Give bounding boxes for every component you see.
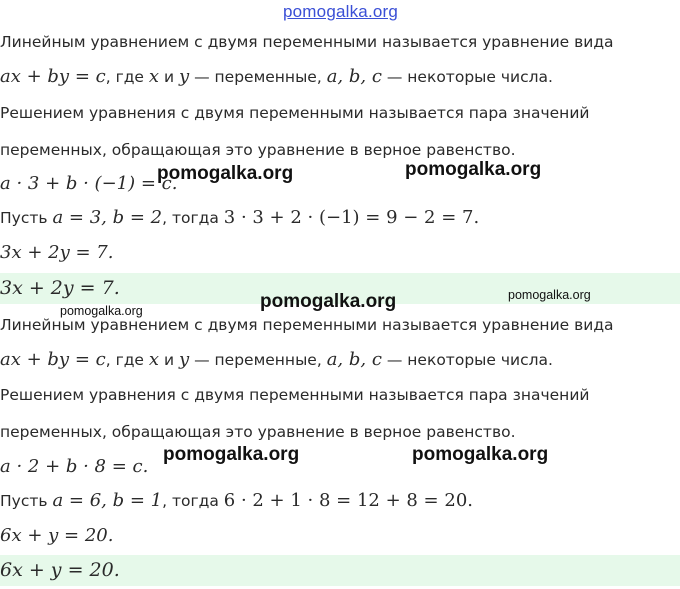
text-fragment: — некоторые числа.: [381, 68, 553, 86]
let-statement: [0, 207, 479, 228]
text-fragment: , тогда: [162, 209, 224, 227]
watermark-link[interactable]: pomogalka.org: [283, 2, 399, 21]
text-fragment: Пусть: [0, 492, 53, 510]
calculation: 3 · 3 + 2 · (−1) = 9 − 2 = 7.: [223, 207, 480, 228]
watermark: pomogalka.org: [260, 291, 397, 312]
definition-line-1: Линейным уравнением с двумя переменными называется уравнение вида: [0, 33, 614, 51]
math-expression: 3x + 2y = 7.: [0, 242, 114, 263]
chosen-values: a = 3, b = 2: [52, 207, 163, 228]
definition-line-2: [0, 349, 553, 370]
answer-line: [0, 559, 120, 581]
watermark: pomogalka.org: [157, 163, 294, 184]
text-fragment: и: [159, 68, 179, 86]
solution-definition-line-1: Решением уравнения с двумя переменными называется пара значений: [0, 386, 590, 404]
general-equation: ax + by = c: [0, 66, 106, 87]
text-fragment: — некоторые числа.: [381, 351, 553, 369]
solution-definition-line-2: переменных, обращающая это уравнение в верное равенство.: [0, 423, 516, 441]
text-fragment: Пусть: [0, 209, 53, 227]
watermark: pomogalka.org: [508, 288, 591, 302]
math-expression: a · 3 + b · (−1) = c.: [0, 173, 178, 194]
definition-line-2: [0, 66, 553, 87]
watermark: pomogalka.org: [163, 444, 300, 465]
math-expression: 6x + y = 20.: [0, 525, 114, 546]
result-equation: [0, 242, 113, 263]
substitution-equation: [0, 173, 177, 194]
solution-definition-line-2: переменных, обращающая это уравнение в верное равенство.: [0, 141, 516, 159]
watermark: pomogalka.org: [405, 159, 542, 180]
text-fragment: — переменные,: [189, 351, 327, 369]
substitution-equation: [0, 456, 148, 477]
watermark: pomogalka.org: [60, 304, 143, 318]
text-fragment: , где: [105, 68, 149, 86]
answer-expression: 6x + y = 20.: [0, 559, 120, 581]
let-statement: [0, 490, 473, 511]
text-fragment: , где: [105, 351, 149, 369]
var-x: x: [148, 349, 160, 370]
text-fragment: и: [159, 351, 179, 369]
answer-expression: 3x + 2y = 7.: [0, 277, 120, 299]
chosen-values: a = 6, b = 1: [52, 490, 163, 511]
watermark: pomogalka.org: [412, 444, 549, 465]
answer-line: [0, 277, 120, 299]
text-fragment: — переменные,: [189, 68, 327, 86]
var-x: x: [148, 66, 160, 87]
definition-line-1: Линейным уравнением с двумя переменными называется уравнение вида: [0, 316, 614, 334]
calculation: 6 · 2 + 1 · 8 = 12 + 8 = 20.: [223, 490, 473, 511]
general-equation: ax + by = c: [0, 349, 106, 370]
text-fragment: , тогда: [162, 492, 224, 510]
math-expression: a · 2 + b · 8 = c.: [0, 456, 149, 477]
var-y: y: [179, 66, 190, 87]
coefficients: a, b, c: [326, 349, 382, 370]
var-y: y: [179, 349, 190, 370]
solution-definition-line-1: Решением уравнения с двумя переменными называется пара значений: [0, 104, 590, 122]
result-equation: [0, 525, 113, 546]
coefficients: a, b, c: [326, 66, 382, 87]
